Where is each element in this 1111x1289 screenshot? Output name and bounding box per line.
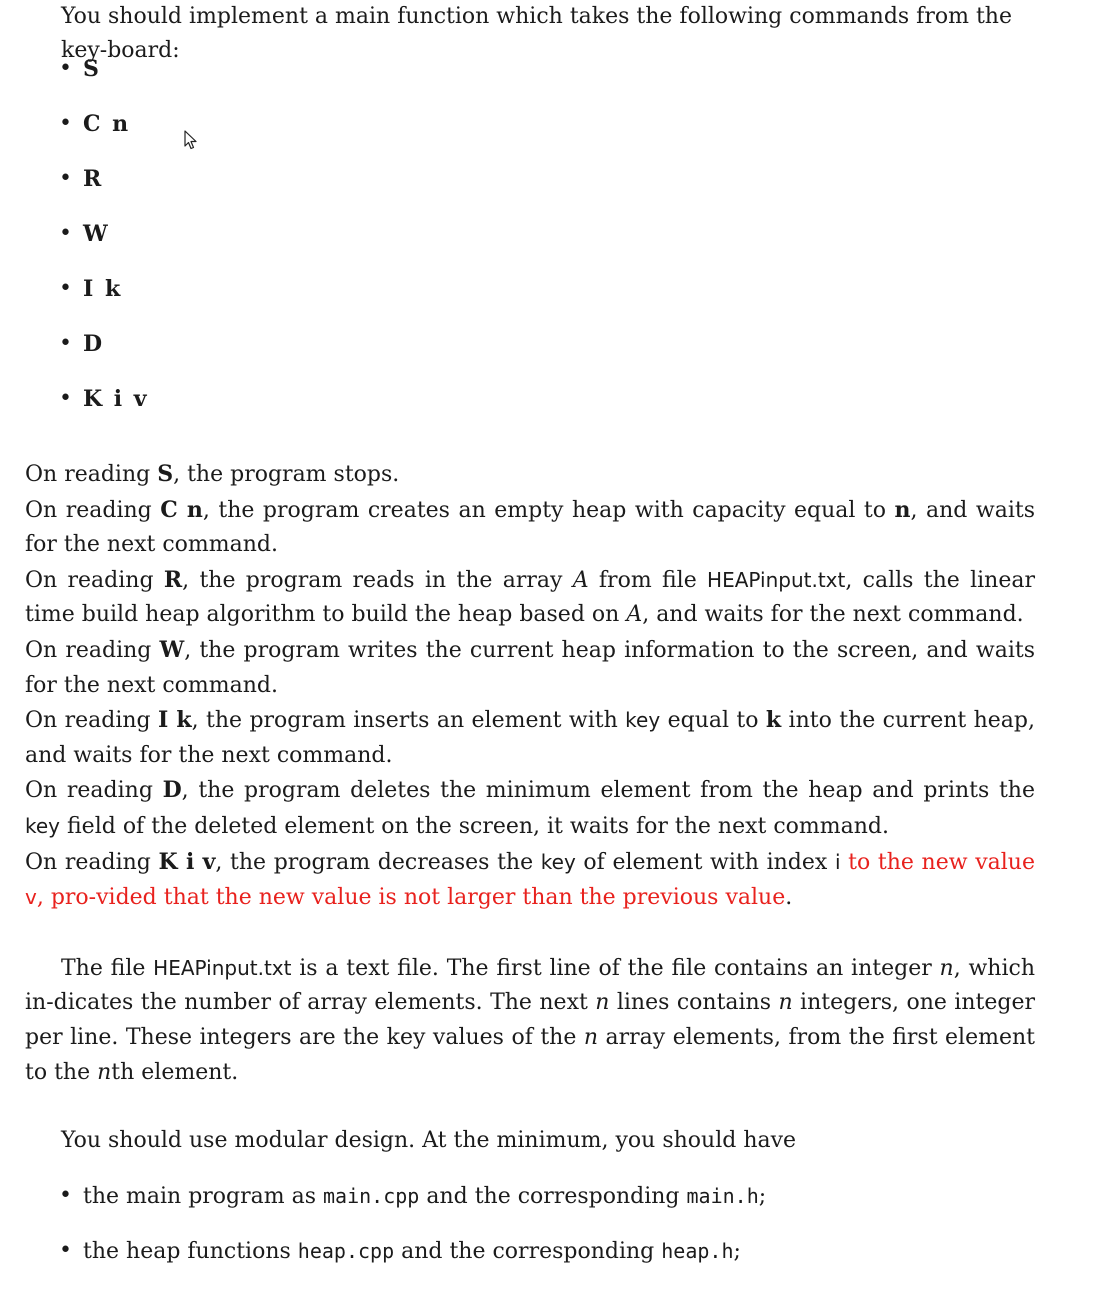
- document-page: [25, 0, 1035, 1289]
- command-item: • S: [25, 52, 1035, 107]
- spacer: [25, 916, 1035, 951]
- command-item: • D: [25, 327, 1035, 382]
- explain-s: On reading S, the program stops.: [25, 461, 400, 487]
- module-list: [25, 1179, 1035, 1289]
- spacer: [25, 1090, 1035, 1124]
- module-item: • the main program as main.cpp and the corresponding main.h;: [25, 1179, 1035, 1234]
- explain-w: On reading W, the program writes the current heap information to the screen, and waits for the next command.: [25, 636, 1036, 698]
- command-list: [25, 52, 1035, 437]
- explain-c: On reading C n, the program creates an empty heap with capacity equal to n, and waits for the next command.: [25, 496, 1035, 558]
- command-item: • C n: [25, 107, 1035, 162]
- command-item: • I k: [25, 272, 1035, 327]
- module-item: • the heap functions heap.cpp and the corresponding heap.h;: [25, 1234, 1035, 1289]
- explain-k: On reading K i v, the program decreases the key of element with index i to the new value v, pro-vided that the new value is not larger than the previous value.: [25, 848, 1035, 911]
- file-description: The file HEAPinput.txt is a text file. The first line of the file contains an integer n, which in-dicates the number of array elements. The next n lines contains n integers, one integer per line. These integers are the key values of the n array elements, from the first element to the nth element.: [25, 955, 1035, 1085]
- command-item: • R: [25, 162, 1035, 217]
- explain-d: On reading D, the program deletes the minimum element from the heap and prints the key field of the deleted element on the screen, it waits for the next command.: [25, 777, 1035, 839]
- command-item: • K i v: [25, 382, 1035, 437]
- command-item: • W: [25, 217, 1035, 272]
- modular-intro: You should use modular design. At the minimum, you should have: [61, 1128, 797, 1154]
- command-explanations: [25, 457, 1035, 916]
- explain-i: On reading I k, the program inserts an element with key equal to k into the current heap, and waits for the next command.: [25, 707, 1036, 768]
- explain-r: On reading R, the program reads in the array A from file HEAPinput.txt, calls the linear time build heap algorithm to build the heap based on A, and waits for the next command.: [25, 566, 1035, 628]
- mouse-cursor-icon: [184, 130, 198, 150]
- intro-text: You should implement a main function which takes the following commands from the key-board:: [61, 4, 1012, 63]
